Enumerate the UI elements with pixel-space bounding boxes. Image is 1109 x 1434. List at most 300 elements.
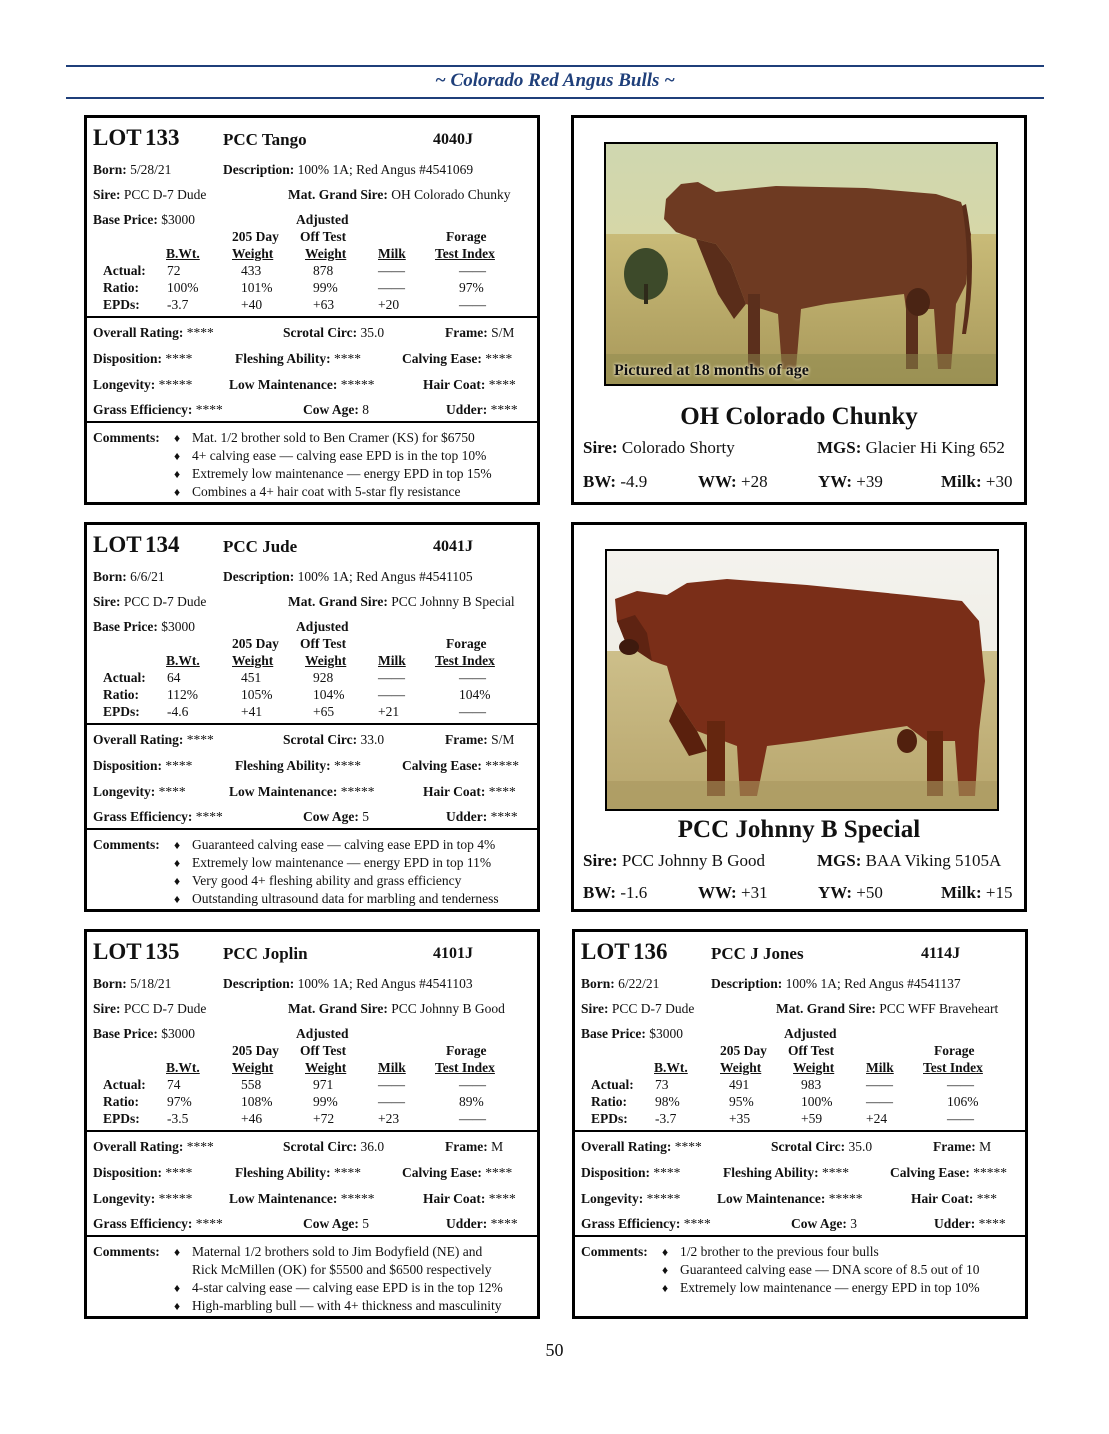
- comments-label: Comments:: [93, 430, 160, 445]
- sire-card-sire-label: Sire:: [583, 851, 618, 870]
- low-maintenance: [229, 784, 375, 800]
- actual-cell: 74: [167, 1077, 181, 1092]
- lot-panel-134: [84, 522, 540, 912]
- low-maintenance-label: Low Maintenance:: [229, 1191, 338, 1206]
- ratio-label: Ratio:: [103, 1094, 139, 1109]
- sire-card-yw-label: YW:: [818, 472, 852, 491]
- fleshing-ability-label: Fleshing Ability:: [235, 351, 331, 366]
- epds-cell: -3.5: [167, 1111, 189, 1126]
- scrotal-circ: [283, 732, 384, 748]
- low-maintenance-label: Low Maintenance:: [717, 1191, 826, 1206]
- fleshing-ability-value: ****: [334, 1165, 362, 1180]
- page-header-title: ~ Colorado Red Angus Bulls ~: [434, 70, 676, 91]
- calving-ease-label: Calving Ease:: [890, 1165, 970, 1180]
- scrotal-circ-label: Scrotal Circ:: [771, 1139, 846, 1154]
- born-value: 6/6/21: [130, 569, 165, 584]
- epds-cell: +46: [241, 1111, 263, 1126]
- fleshing-ability-label: Fleshing Ability:: [723, 1165, 819, 1180]
- bull-id: 4040J: [433, 131, 473, 148]
- sire-label: Sire:: [93, 1001, 121, 1016]
- ratio-cell: 112%: [167, 687, 198, 702]
- cow-age: [303, 809, 369, 825]
- frame-value: S/M: [491, 325, 515, 340]
- epds-cell: +20: [378, 297, 400, 312]
- ratio-cell: 97%: [459, 280, 484, 295]
- fleshing-ability: [235, 351, 361, 367]
- comment-item: ♦ Very good 4+ fleshing ability and grass efficiency: [174, 872, 499, 890]
- actual-cell: 64: [167, 670, 181, 685]
- epds-cell: +40: [241, 297, 263, 312]
- sire-card-bw-value: -1.6: [620, 883, 648, 902]
- fleshing-ability-label: Fleshing Ability:: [235, 758, 331, 773]
- epds-label: EPDs:: [591, 1111, 628, 1126]
- scrotal-circ-label: Scrotal Circ:: [283, 325, 358, 340]
- adjusted-header: Adjusted: [296, 619, 349, 634]
- disposition-value: ****: [165, 758, 193, 773]
- born-label: Born:: [581, 976, 615, 991]
- epds-cell: +21: [378, 704, 400, 719]
- sire-card-ww: [698, 472, 768, 492]
- calving-ease-value: *****: [973, 1165, 1008, 1180]
- ratio-cell: 100%: [167, 280, 199, 295]
- sire-card-name: PCC Johnny B Special: [677, 816, 921, 843]
- lot-number: 135: [144, 939, 180, 964]
- ratio-cell: 98%: [655, 1094, 680, 1109]
- bwt-header: B.Wt.: [654, 1060, 688, 1075]
- base-price-row: [93, 1026, 195, 1042]
- epds-label: EPDs:: [103, 1111, 140, 1126]
- lot-label: LOT: [93, 939, 142, 964]
- bull-name: PCC J Jones: [711, 944, 804, 963]
- bull-photo-chunky: [604, 142, 998, 386]
- forage-header: Forage: [446, 229, 487, 244]
- low-maintenance-value: *****: [340, 377, 375, 392]
- frame: [445, 325, 514, 341]
- ratio-cell: 104%: [313, 687, 345, 702]
- sire-card-chunky: [571, 115, 1027, 505]
- ratio-cell: ——: [378, 1094, 405, 1109]
- actual-cell: ——: [459, 670, 486, 685]
- epds-cell: +65: [313, 704, 335, 719]
- description-row: [223, 162, 473, 178]
- comment-item: ♦ High-marbling bull — with 4+ thickness and masculinity: [174, 1297, 503, 1315]
- lot-number: 133: [144, 125, 180, 150]
- sire-card-mgs-label: MGS:: [817, 438, 862, 457]
- hair-coat-label: Hair Coat:: [911, 1191, 974, 1206]
- comment-item: ♦ Guaranteed calving ease — calving ease EPD in top 4%: [174, 836, 499, 854]
- sire-card-mgs: [817, 438, 1005, 458]
- sire-row: [93, 594, 206, 610]
- description-value: 100% 1A; Red Angus #4541137: [785, 976, 961, 991]
- panel-divider: [575, 1235, 1025, 1237]
- comment-item: ♦ Outstanding ultrasound data for marbling and tenderness: [174, 890, 499, 908]
- hair-coat-value: ***: [976, 1191, 997, 1206]
- weight-205-header: Weight: [232, 1060, 274, 1075]
- ratio-label: Ratio:: [591, 1094, 627, 1109]
- milk-header: Milk: [866, 1060, 894, 1075]
- low-maintenance-value: *****: [340, 784, 375, 799]
- longevity-label: Longevity:: [93, 784, 156, 799]
- overall-rating-value: ****: [186, 1139, 214, 1154]
- fleshing-ability: [723, 1165, 849, 1181]
- epds-cell: +35: [729, 1111, 751, 1126]
- sire-card-milk: [941, 883, 1012, 903]
- frame-value: M: [979, 1139, 992, 1154]
- calving-ease-value: ****: [485, 1165, 513, 1180]
- disposition: [581, 1165, 680, 1181]
- epds-cell: +63: [313, 297, 335, 312]
- lot-heading: [93, 938, 179, 966]
- sire-card-name: OH Colorado Chunky: [680, 403, 918, 430]
- sire-label: Sire:: [93, 594, 121, 609]
- disposition-value: ****: [165, 1165, 193, 1180]
- bull-id: 4101J: [433, 945, 473, 962]
- longevity-value: ****: [158, 784, 186, 799]
- overall-rating-value: ****: [674, 1139, 702, 1154]
- cow-age-value: 3: [850, 1216, 857, 1231]
- disposition-label: Disposition:: [93, 1165, 163, 1180]
- adjusted-header: Adjusted: [296, 1026, 349, 1041]
- frame-label: Frame:: [933, 1139, 976, 1154]
- fleshing-ability: [235, 1165, 361, 1181]
- longevity: [93, 377, 192, 393]
- longevity-value: *****: [158, 1191, 193, 1206]
- low-maintenance: [229, 1191, 375, 1207]
- bwt-header: B.Wt.: [166, 1060, 200, 1075]
- ratio-cell: 105%: [241, 687, 273, 702]
- ratio-label: Ratio:: [103, 687, 139, 702]
- overall-rating: [93, 1139, 214, 1155]
- disposition: [93, 351, 192, 367]
- off-test-header: Off Test: [300, 1043, 347, 1058]
- low-maintenance-value: *****: [340, 1191, 375, 1206]
- calving-ease: [402, 351, 512, 367]
- sire-card-milk-value: +15: [985, 883, 1013, 902]
- hair-coat: [911, 1191, 997, 1207]
- udder-label: Udder:: [446, 809, 488, 824]
- longevity-label: Longevity:: [93, 1191, 156, 1206]
- actual-cell: 558: [241, 1077, 262, 1092]
- sire-label: Sire:: [581, 1001, 609, 1016]
- mgs-row: [288, 1001, 505, 1017]
- mgs-row: [288, 187, 511, 203]
- adjusted-header: Adjusted: [784, 1026, 837, 1041]
- longevity: [93, 784, 186, 800]
- bull-name: PCC Tango: [223, 130, 307, 149]
- sire-value: PCC D-7 Dude: [123, 594, 207, 609]
- born-row: [581, 976, 659, 992]
- off-test-header: Off Test: [788, 1043, 835, 1058]
- sire-card-mgs: [817, 851, 1001, 871]
- sire-row: [93, 187, 206, 203]
- day205-header: 205 Day: [720, 1043, 767, 1058]
- sire-card-yw-value: +39: [856, 472, 883, 491]
- hair-coat-label: Hair Coat:: [423, 377, 486, 392]
- panel-divider: [87, 723, 537, 725]
- sire-card-ww-label: WW:: [698, 472, 737, 491]
- epds-cell: +41: [241, 704, 263, 719]
- frame: [445, 732, 514, 748]
- ratio-cell: 101%: [241, 280, 273, 295]
- hair-coat: [423, 1191, 516, 1207]
- cow-age: [303, 402, 369, 418]
- hair-coat-value: ****: [488, 1191, 516, 1206]
- weight-off-test-header: Weight: [793, 1060, 835, 1075]
- photo-caption: Pictured at 18 months of age: [614, 361, 809, 379]
- mgs-label: Mat. Grand Sire:: [776, 1001, 876, 1016]
- scrotal-circ: [771, 1139, 872, 1155]
- comments-label: Comments:: [93, 1244, 160, 1259]
- sire-card-milk: [941, 472, 1012, 492]
- page-number: 50: [545, 1340, 564, 1360]
- sire-card-ww: [698, 883, 768, 903]
- longevity-value: *****: [646, 1191, 681, 1206]
- description-row: [223, 976, 473, 992]
- actual-label: Actual:: [103, 263, 146, 278]
- ratio-cell: ——: [378, 280, 405, 295]
- ratio-cell: ——: [866, 1094, 893, 1109]
- born-label: Born:: [93, 976, 127, 991]
- mgs-row: [776, 1001, 998, 1017]
- sire-card-sire-label: Sire:: [583, 438, 618, 457]
- udder-value: ****: [490, 809, 518, 824]
- forage-header: Forage: [446, 1043, 487, 1058]
- milk-header: Milk: [378, 653, 406, 668]
- panel-divider: [87, 316, 537, 318]
- actual-cell: 983: [801, 1077, 822, 1092]
- adjusted-header: Adjusted: [296, 212, 349, 227]
- udder-label: Udder:: [446, 1216, 488, 1231]
- mgs-value: PCC Johnny B Good: [391, 1001, 505, 1016]
- lot-label: LOT: [93, 125, 142, 150]
- frame-label: Frame:: [445, 325, 488, 340]
- frame: [933, 1139, 991, 1155]
- sire-card-ww-value: +28: [740, 472, 768, 491]
- fleshing-ability: [235, 758, 361, 774]
- test-index-header: Test Index: [435, 246, 495, 261]
- udder-value: ****: [978, 1216, 1006, 1231]
- ratio-cell: 108%: [241, 1094, 273, 1109]
- off-test-header: Off Test: [300, 229, 347, 244]
- sire-card-yw: [818, 883, 883, 903]
- disposition-label: Disposition:: [93, 351, 163, 366]
- actual-cell: 878: [313, 263, 334, 278]
- cow-age-value: 5: [362, 1216, 369, 1231]
- sire-card-bw: [583, 883, 647, 903]
- panel-divider: [87, 421, 537, 423]
- actual-cell: ——: [378, 263, 405, 278]
- lot-label: LOT: [581, 939, 630, 964]
- panel-divider: [87, 1235, 537, 1237]
- grass-efficiency-value: ****: [195, 1216, 223, 1231]
- bull-name: PCC Joplin: [223, 944, 308, 963]
- sire-card-milk-value: +30: [985, 472, 1013, 491]
- udder: [934, 1216, 1006, 1232]
- sire-card-bw-value: -4.9: [620, 472, 648, 491]
- hair-coat: [423, 784, 516, 800]
- day205-header: 205 Day: [232, 1043, 279, 1058]
- epds-label: EPDs:: [103, 704, 140, 719]
- actual-cell: ——: [947, 1077, 974, 1092]
- hair-coat: [423, 377, 516, 393]
- epds-cell: ——: [947, 1111, 974, 1126]
- ratio-cell: 89%: [459, 1094, 484, 1109]
- grass-efficiency-value: ****: [195, 809, 223, 824]
- actual-cell: 451: [241, 670, 262, 685]
- born-label: Born:: [93, 569, 127, 584]
- comments-list: [174, 429, 492, 501]
- actual-cell: 491: [729, 1077, 750, 1092]
- sire-card-mgs-value: BAA Viking 5105A: [865, 851, 1002, 870]
- grass-efficiency-value: ****: [683, 1216, 711, 1231]
- mgs-value: PCC Johnny B Special: [391, 594, 515, 609]
- hair-coat-value: ****: [488, 377, 516, 392]
- grass-efficiency-label: Grass Efficiency:: [93, 402, 193, 417]
- sire-card-johnny: [571, 522, 1027, 912]
- comment-item: ♦ Extremely low maintenance — energy EPD in top 10%: [662, 1279, 980, 1297]
- weight-off-test-header: Weight: [305, 246, 347, 261]
- sire-value: PCC D-7 Dude: [611, 1001, 695, 1016]
- calving-ease-label: Calving Ease:: [402, 758, 482, 773]
- scrotal-circ-label: Scrotal Circ:: [283, 1139, 358, 1154]
- grass-efficiency: [93, 809, 223, 825]
- born-value: 6/22/21: [618, 976, 660, 991]
- description-label: Description:: [223, 569, 295, 584]
- comment-item: ♦ Mat. 1/2 brother sold to Ben Cramer (KS) for $6750: [174, 429, 492, 447]
- comments-list: [662, 1243, 980, 1297]
- overall-rating-label: Overall Rating:: [93, 325, 184, 340]
- epds-cell: +23: [378, 1111, 400, 1126]
- low-maintenance-label: Low Maintenance:: [229, 784, 338, 799]
- longevity-value: *****: [158, 377, 193, 392]
- actual-cell: 73: [655, 1077, 669, 1092]
- weight-205-header: Weight: [720, 1060, 762, 1075]
- scrotal-circ-value: 35.0: [360, 325, 385, 340]
- mgs-label: Mat. Grand Sire:: [288, 594, 388, 609]
- lot-number: 134: [144, 532, 180, 557]
- udder: [446, 1216, 518, 1232]
- sire-card-ww-value: +31: [740, 883, 768, 902]
- sire-card-sire-value: Colorado Shorty: [621, 438, 735, 457]
- weight-205-header: Weight: [232, 653, 274, 668]
- comment-item: ♦ Maternal 1/2 brothers sold to Jim Bodyfield (NE) and Rick McMillen (OK) for $5500 and $6500 respectively: [174, 1243, 502, 1279]
- epds-cell: -4.6: [167, 704, 189, 719]
- sire-card-sire-value: PCC Johnny B Good: [621, 851, 765, 870]
- lot-heading: [581, 938, 667, 966]
- base-price-row: [93, 212, 195, 228]
- sire-card-ww-label: WW:: [698, 883, 737, 902]
- sire-card-bw-label: BW:: [583, 883, 617, 902]
- lot-panel-135: [84, 929, 540, 1319]
- scrotal-circ-value: 35.0: [848, 1139, 873, 1154]
- test-index-header: Test Index: [923, 1060, 983, 1075]
- grass-efficiency: [93, 402, 223, 418]
- actual-cell: ——: [378, 670, 405, 685]
- description-row: [711, 976, 961, 992]
- ratio-cell: 104%: [459, 687, 491, 702]
- panel-divider: [87, 1130, 537, 1132]
- epds-label: EPDs:: [103, 297, 140, 312]
- mgs-value: OH Colorado Chunky: [391, 187, 511, 202]
- off-test-header: Off Test: [300, 636, 347, 651]
- grass-efficiency: [93, 1216, 223, 1232]
- lot-number: 136: [632, 939, 668, 964]
- lot-panel-136: [572, 929, 1028, 1319]
- cow-age-label: Cow Age:: [303, 809, 359, 824]
- lot-panel-133: [84, 115, 540, 505]
- comment-item: ♦ Extremely low maintenance — energy EPD in top 15%: [174, 465, 492, 483]
- frame: [445, 1139, 503, 1155]
- udder-value: ****: [490, 402, 518, 417]
- born-row: [93, 162, 171, 178]
- cow-age-value: 8: [362, 402, 369, 417]
- calving-ease-label: Calving Ease:: [402, 1165, 482, 1180]
- longevity-label: Longevity:: [581, 1191, 644, 1206]
- udder: [446, 402, 518, 418]
- calving-ease-value: ****: [485, 351, 513, 366]
- frame-label: Frame:: [445, 732, 488, 747]
- day205-header: 205 Day: [232, 229, 279, 244]
- ratio-cell: 99%: [313, 280, 338, 295]
- actual-cell: 433: [241, 263, 262, 278]
- base-price-label: Base Price:: [93, 212, 158, 227]
- cow-age: [303, 1216, 369, 1232]
- ratio-cell: 99%: [313, 1094, 338, 1109]
- sire-card-milk-label: Milk:: [941, 883, 982, 902]
- sire-card-milk-label: Milk:: [941, 472, 982, 491]
- overall-rating-label: Overall Rating:: [581, 1139, 672, 1154]
- description-value: 100% 1A; Red Angus #4541105: [297, 569, 473, 584]
- born-label: Born:: [93, 162, 127, 177]
- frame-value: S/M: [491, 732, 515, 747]
- sire-card-yw-label: YW:: [818, 883, 852, 902]
- comment-item: ♦ Guaranteed calving ease — DNA score of 8.5 out of 10: [662, 1261, 980, 1279]
- bull-photo-image: [607, 551, 997, 809]
- comment-item: ♦ Combines a 4+ hair coat with 5-star fly resistance: [174, 483, 492, 501]
- epds-cell: +72: [313, 1111, 335, 1126]
- actual-label: Actual:: [103, 670, 146, 685]
- actual-cell: 971: [313, 1077, 334, 1092]
- header-rule-bottom: [66, 97, 1044, 99]
- calving-ease: [402, 1165, 512, 1181]
- low-maintenance-label: Low Maintenance:: [229, 377, 338, 392]
- epds-cell: +59: [801, 1111, 823, 1126]
- born-value: 5/18/21: [130, 976, 172, 991]
- fleshing-ability-value: ****: [334, 351, 362, 366]
- test-index-header: Test Index: [435, 1060, 495, 1075]
- ratio-cell: ——: [378, 687, 405, 702]
- sire-card-yw: [818, 472, 883, 492]
- epds-cell: +24: [866, 1111, 888, 1126]
- comment-item: ♦ 4-star calving ease — calving ease EPD is in the top 12%: [174, 1279, 503, 1297]
- frame-label: Frame:: [445, 1139, 488, 1154]
- scrotal-circ: [283, 325, 384, 341]
- base-price-label: Base Price:: [93, 1026, 158, 1041]
- longevity-label: Longevity:: [93, 377, 156, 392]
- overall-rating: [581, 1139, 702, 1155]
- ratio-label: Ratio:: [103, 280, 139, 295]
- sire-value: PCC D-7 Dude: [123, 1001, 207, 1016]
- calving-ease-label: Calving Ease:: [402, 351, 482, 366]
- actual-cell: 72: [167, 263, 181, 278]
- mgs-row: [288, 594, 515, 610]
- base-price-row: [581, 1026, 683, 1042]
- description-value: 100% 1A; Red Angus #4541103: [297, 976, 473, 991]
- grass-efficiency-value: ****: [195, 402, 223, 417]
- disposition: [93, 1165, 192, 1181]
- actual-cell: ——: [459, 1077, 486, 1092]
- fleshing-ability-value: ****: [334, 758, 362, 773]
